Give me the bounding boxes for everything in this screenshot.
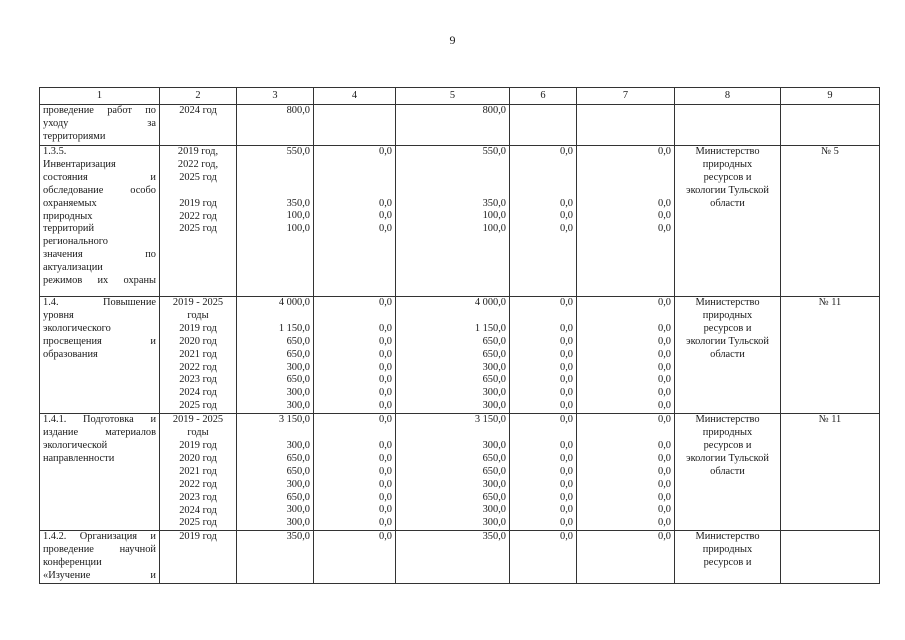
measure-name-cell — [40, 531, 160, 584]
cell-line: 4 000,0 — [278, 297, 310, 308]
cell-line: 0,0 — [658, 223, 671, 235]
total-amount-cell — [237, 146, 314, 297]
cell-line: обследование особо — [43, 184, 156, 196]
cell-line: 0,0 — [560, 491, 573, 503]
cell-line: 0,0 — [658, 504, 671, 516]
cell-line: 0,0 — [658, 348, 671, 360]
cell-line: 300,0 — [286, 400, 310, 412]
extrabudgetary-cell — [577, 297, 675, 414]
cell-line — [240, 427, 310, 440]
responsible-executor-cell — [675, 414, 781, 531]
cell-line: экологического — [43, 322, 111, 334]
cell-line: 0,0 — [379, 478, 392, 490]
cell-line: охраняемых — [43, 197, 97, 209]
cell-line: 300,0 — [482, 517, 506, 529]
cell-line: проведение работ по — [43, 105, 156, 116]
column-header: 9 — [781, 88, 880, 105]
cell-line — [580, 185, 671, 198]
cell-line: 1 150,0 — [278, 322, 310, 334]
cell-line — [399, 159, 506, 172]
cell-line: 0,0 — [560, 517, 573, 529]
cell-line: 0,0 — [658, 478, 671, 490]
cell-line: 300,0 — [286, 439, 310, 451]
federal-budget-cell — [314, 414, 396, 531]
cell-line: природных — [43, 210, 93, 222]
cell-line — [513, 427, 573, 440]
responsible-executor-cell — [675, 297, 781, 414]
cell-line: 0,0 — [379, 414, 392, 426]
table-row — [40, 531, 880, 584]
local-budget-cell — [510, 531, 577, 584]
cell-line — [580, 172, 671, 185]
cell-line: экологической — [43, 439, 108, 451]
cell-line — [580, 427, 671, 440]
cell-line: ресурсов и — [703, 171, 752, 183]
column-header: 1 — [40, 88, 160, 105]
cell-line: природных — [702, 309, 753, 321]
cell-line: 0,0 — [658, 361, 671, 373]
cell-line: 2022 год — [179, 210, 217, 222]
cell-line: 0,0 — [658, 197, 671, 209]
cell-line: 0,0 — [560, 146, 573, 157]
column-header: 5 — [396, 88, 510, 105]
cell-line — [399, 427, 506, 440]
cell-line: ресурсов и — [703, 322, 752, 334]
federal-budget-cell — [314, 531, 396, 584]
cell-line: 1.3.5. — [43, 146, 67, 157]
cell-line: 0,0 — [560, 210, 573, 222]
column-header: 3 — [237, 88, 314, 105]
measure-name-cell — [40, 414, 160, 531]
cell-line: 0,0 — [658, 374, 671, 386]
period-cell — [160, 414, 237, 531]
cell-line: территориями — [43, 130, 106, 142]
cell-line — [513, 159, 573, 172]
cell-line — [317, 310, 392, 323]
cell-line: 0,0 — [560, 335, 573, 347]
cell-line: 0,0 — [379, 197, 392, 209]
cell-line: 350,0 — [286, 197, 310, 209]
cell-line: годы — [187, 427, 209, 439]
cell-line: 300,0 — [482, 439, 506, 451]
cell-line: уходу за — [43, 117, 156, 129]
cell-line: экологии Тульской — [686, 335, 769, 347]
cell-line: 0,0 — [379, 439, 392, 451]
cell-line: № 11 — [818, 414, 842, 426]
cell-line: 100,0 — [286, 210, 310, 222]
cell-line: регионального — [43, 236, 108, 248]
cell-line: 650,0 — [482, 452, 506, 464]
cell-line: 2019 - 2025 — [172, 414, 224, 426]
cell-line: Министерство — [695, 531, 760, 543]
cell-line: 2019 - 2025 — [172, 297, 224, 308]
cell-line: 0,0 — [379, 517, 392, 529]
cell-line: 0,0 — [379, 531, 392, 543]
cell-line: природных — [702, 158, 753, 170]
cell-line: 0,0 — [379, 361, 392, 373]
extrabudgetary-cell — [577, 531, 675, 584]
total-amount-cell — [237, 414, 314, 531]
federal-budget-cell — [314, 297, 396, 414]
cell-line: 0,0 — [379, 223, 392, 235]
program-measures-table — [39, 87, 880, 584]
cell-line: 0,0 — [379, 491, 392, 503]
cell-line: 2024 год — [179, 504, 217, 516]
extrabudgetary-cell — [577, 146, 675, 297]
cell-line: 2019 год — [179, 531, 217, 543]
cell-line: 0,0 — [658, 531, 671, 543]
federal-budget-cell — [314, 105, 396, 146]
cell-line: 350,0 — [482, 197, 506, 209]
measure-name-cell — [40, 297, 160, 414]
cell-line: 0,0 — [379, 465, 392, 477]
cell-line: № 5 — [821, 146, 839, 157]
responsible-executor-cell — [675, 531, 781, 584]
cell-line — [580, 159, 671, 172]
cell-line: 650,0 — [482, 335, 506, 347]
cell-line: 300,0 — [482, 361, 506, 373]
cell-line — [317, 172, 392, 185]
cell-line: 4 000,0 — [474, 297, 506, 308]
cell-line: 0,0 — [658, 491, 671, 503]
cell-line: территорий — [43, 223, 95, 235]
cell-line — [317, 159, 392, 172]
cell-line: 0,0 — [560, 387, 573, 399]
cell-line: области — [710, 348, 745, 360]
cell-line — [513, 310, 573, 323]
cell-line: 650,0 — [482, 374, 506, 386]
cell-line: 2023 год — [179, 374, 217, 386]
cell-line: экологии Тульской — [686, 184, 769, 196]
measure-name-cell — [40, 105, 160, 146]
column-header: 2 — [160, 88, 237, 105]
cell-line: 0,0 — [379, 504, 392, 516]
cell-line: 650,0 — [286, 348, 310, 360]
cell-line — [240, 310, 310, 323]
cell-line: ресурсов и — [703, 557, 752, 569]
cell-line: 550,0 — [286, 146, 310, 157]
cell-line: 300,0 — [286, 478, 310, 490]
table-row — [40, 105, 880, 146]
cell-line: Министерство — [695, 414, 760, 426]
cell-line — [513, 185, 573, 198]
cell-line: 650,0 — [286, 465, 310, 477]
cell-line: режимов их охраны — [43, 275, 156, 287]
cell-line: 800,0 — [286, 105, 310, 116]
cell-line: 0,0 — [658, 210, 671, 222]
cell-line: 0,0 — [379, 210, 392, 222]
period-cell — [160, 105, 237, 146]
cell-line: 0,0 — [658, 465, 671, 477]
cell-line: 650,0 — [482, 348, 506, 360]
regional-budget-cell — [396, 146, 510, 297]
cell-line: 0,0 — [560, 223, 573, 235]
cell-line: 2025 год — [179, 171, 217, 183]
cell-line: 0,0 — [560, 465, 573, 477]
cell-line: экологии Тульской — [686, 452, 769, 464]
regional-budget-cell — [396, 105, 510, 146]
cell-line: значения по — [43, 249, 156, 261]
cell-line: 0,0 — [379, 297, 392, 308]
cell-line: 1.4. Повышение — [43, 297, 156, 308]
cell-line: 2022 год, — [177, 158, 219, 170]
cell-line: «Изучение и — [43, 570, 156, 582]
cell-line: 2022 год — [179, 478, 217, 490]
indicator-number-cell — [781, 146, 880, 297]
cell-line: 0,0 — [379, 322, 392, 334]
regional-budget-cell — [396, 297, 510, 414]
cell-line: 0,0 — [560, 361, 573, 373]
cell-line: 0,0 — [379, 387, 392, 399]
cell-line: 0,0 — [658, 146, 671, 157]
cell-line: 0,0 — [658, 452, 671, 464]
cell-line: Инвентаризация — [43, 158, 116, 170]
cell-line: 350,0 — [286, 531, 310, 543]
cell-line: 1.4.2. Организация и — [43, 531, 156, 543]
cell-line: 0,0 — [560, 400, 573, 412]
cell-line: 650,0 — [482, 491, 506, 503]
period-cell — [160, 531, 237, 584]
cell-line: 650,0 — [286, 335, 310, 347]
cell-line — [240, 185, 310, 198]
cell-line: состояния и — [43, 171, 156, 183]
cell-line: 300,0 — [482, 387, 506, 399]
table-header-row — [40, 88, 880, 105]
cell-line: 3 150,0 — [278, 414, 310, 426]
cell-line: 0,0 — [379, 452, 392, 464]
cell-line: 300,0 — [482, 478, 506, 490]
cell-line: 300,0 — [482, 400, 506, 412]
cell-line: 0,0 — [560, 478, 573, 490]
cell-line: 350,0 — [482, 531, 506, 543]
cell-line: 0,0 — [658, 400, 671, 412]
cell-line: образования — [43, 348, 98, 360]
cell-line: 2022 год — [179, 361, 217, 373]
measure-name-cell — [40, 146, 160, 297]
local-budget-cell — [510, 146, 577, 297]
regional-budget-cell — [396, 531, 510, 584]
cell-line — [513, 172, 573, 185]
cell-line: 2025 год — [179, 517, 217, 529]
cell-line: 0,0 — [560, 439, 573, 451]
cell-line: 2023 год — [179, 491, 217, 503]
cell-line: 300,0 — [286, 387, 310, 399]
column-header: 6 — [510, 88, 577, 105]
cell-line: 0,0 — [658, 517, 671, 529]
cell-line: 2025 год — [179, 400, 217, 412]
cell-line: 0,0 — [379, 348, 392, 360]
cell-line — [240, 172, 310, 185]
cell-line: 0,0 — [658, 439, 671, 451]
cell-line — [317, 427, 392, 440]
cell-line: просвещения и — [43, 335, 156, 347]
page-number: 9 — [449, 33, 456, 47]
cell-line: 650,0 — [286, 491, 310, 503]
cell-line: Министерство — [695, 297, 760, 308]
table-body — [40, 105, 880, 584]
extrabudgetary-cell — [577, 414, 675, 531]
extrabudgetary-cell — [577, 105, 675, 146]
table-row — [40, 297, 880, 414]
cell-line: 800,0 — [482, 105, 506, 116]
cell-line: природных — [702, 544, 753, 556]
cell-line: 650,0 — [286, 374, 310, 386]
cell-line: 2024 год — [179, 105, 217, 116]
cell-line: 0,0 — [379, 374, 392, 386]
cell-line: 300,0 — [286, 517, 310, 529]
cell-line: издание материалов — [43, 427, 156, 439]
cell-line: 1 150,0 — [474, 322, 506, 334]
cell-line: 100,0 — [482, 223, 506, 235]
cell-line: 0,0 — [560, 374, 573, 386]
cell-line: годы — [187, 309, 209, 321]
cell-line: ресурсов и — [703, 439, 752, 451]
total-amount-cell — [237, 105, 314, 146]
cell-line: уровня — [43, 309, 74, 321]
cell-line: 0,0 — [560, 348, 573, 360]
total-amount-cell — [237, 297, 314, 414]
cell-line: 0,0 — [658, 414, 671, 426]
cell-line: 2021 год — [179, 348, 217, 360]
period-cell — [160, 297, 237, 414]
cell-line — [163, 185, 233, 198]
indicator-number-cell — [781, 414, 880, 531]
cell-line: 2020 год — [179, 335, 217, 347]
regional-budget-cell — [396, 414, 510, 531]
indicator-number-cell — [781, 297, 880, 414]
cell-line: 300,0 — [286, 504, 310, 516]
cell-line: 2019 год — [179, 439, 217, 451]
cell-line: 0,0 — [560, 531, 573, 543]
indicator-number-cell — [781, 105, 880, 146]
cell-line: 650,0 — [482, 465, 506, 477]
cell-line — [240, 159, 310, 172]
cell-line: 2019 год — [179, 322, 217, 334]
cell-line: 0,0 — [658, 387, 671, 399]
cell-line: 2020 год — [179, 452, 217, 464]
column-header: 7 — [577, 88, 675, 105]
cell-line: 2019 год — [179, 197, 217, 209]
indicator-number-cell — [781, 531, 880, 584]
cell-line: 100,0 — [286, 223, 310, 235]
cell-line: 2025 год — [179, 223, 217, 235]
cell-line: области — [710, 465, 745, 477]
cell-line: 0,0 — [560, 322, 573, 334]
cell-line: 0,0 — [658, 297, 671, 308]
responsible-executor-cell — [675, 105, 781, 146]
column-header: 8 — [675, 88, 781, 105]
cell-line — [399, 185, 506, 198]
cell-line: 0,0 — [658, 335, 671, 347]
cell-line: области — [710, 197, 745, 209]
cell-line: 3 150,0 — [474, 414, 506, 426]
responsible-executor-cell — [675, 146, 781, 297]
cell-line: направленности — [43, 452, 115, 464]
cell-line: 300,0 — [482, 504, 506, 516]
cell-line: 0,0 — [379, 335, 392, 347]
table-row — [40, 146, 880, 297]
cell-line: 550,0 — [482, 146, 506, 157]
cell-line: 650,0 — [286, 452, 310, 464]
cell-line: № 11 — [818, 297, 842, 308]
cell-line: 0,0 — [379, 146, 392, 157]
period-cell — [160, 146, 237, 297]
cell-line: 0,0 — [560, 414, 573, 426]
cell-line: 0,0 — [560, 297, 573, 308]
cell-line: 2021 год — [179, 465, 217, 477]
cell-line — [580, 310, 671, 323]
local-budget-cell — [510, 105, 577, 146]
cell-line: 0,0 — [560, 197, 573, 209]
cell-line: 2024 год — [179, 387, 217, 399]
cell-line: 0,0 — [379, 400, 392, 412]
federal-budget-cell — [314, 146, 396, 297]
cell-line — [399, 310, 506, 323]
cell-line: 0,0 — [560, 504, 573, 516]
cell-line: 2019 год, — [177, 146, 219, 157]
total-amount-cell — [237, 531, 314, 584]
cell-line: 100,0 — [482, 210, 506, 222]
table-row — [40, 414, 880, 531]
cell-line: 0,0 — [658, 322, 671, 334]
column-header: 4 — [314, 88, 396, 105]
cell-line: актуализации — [43, 262, 103, 274]
cell-line: 0,0 — [560, 452, 573, 464]
cell-line: проведение научной — [43, 544, 156, 556]
cell-line: Министерство — [695, 146, 760, 157]
local-budget-cell — [510, 297, 577, 414]
cell-line: конференции — [43, 557, 102, 569]
cell-line: природных — [702, 427, 753, 439]
local-budget-cell — [510, 414, 577, 531]
cell-line: 1.4.1. Подготовка и — [43, 414, 156, 426]
cell-line: 300,0 — [286, 361, 310, 373]
cell-line — [399, 172, 506, 185]
cell-line — [317, 185, 392, 198]
